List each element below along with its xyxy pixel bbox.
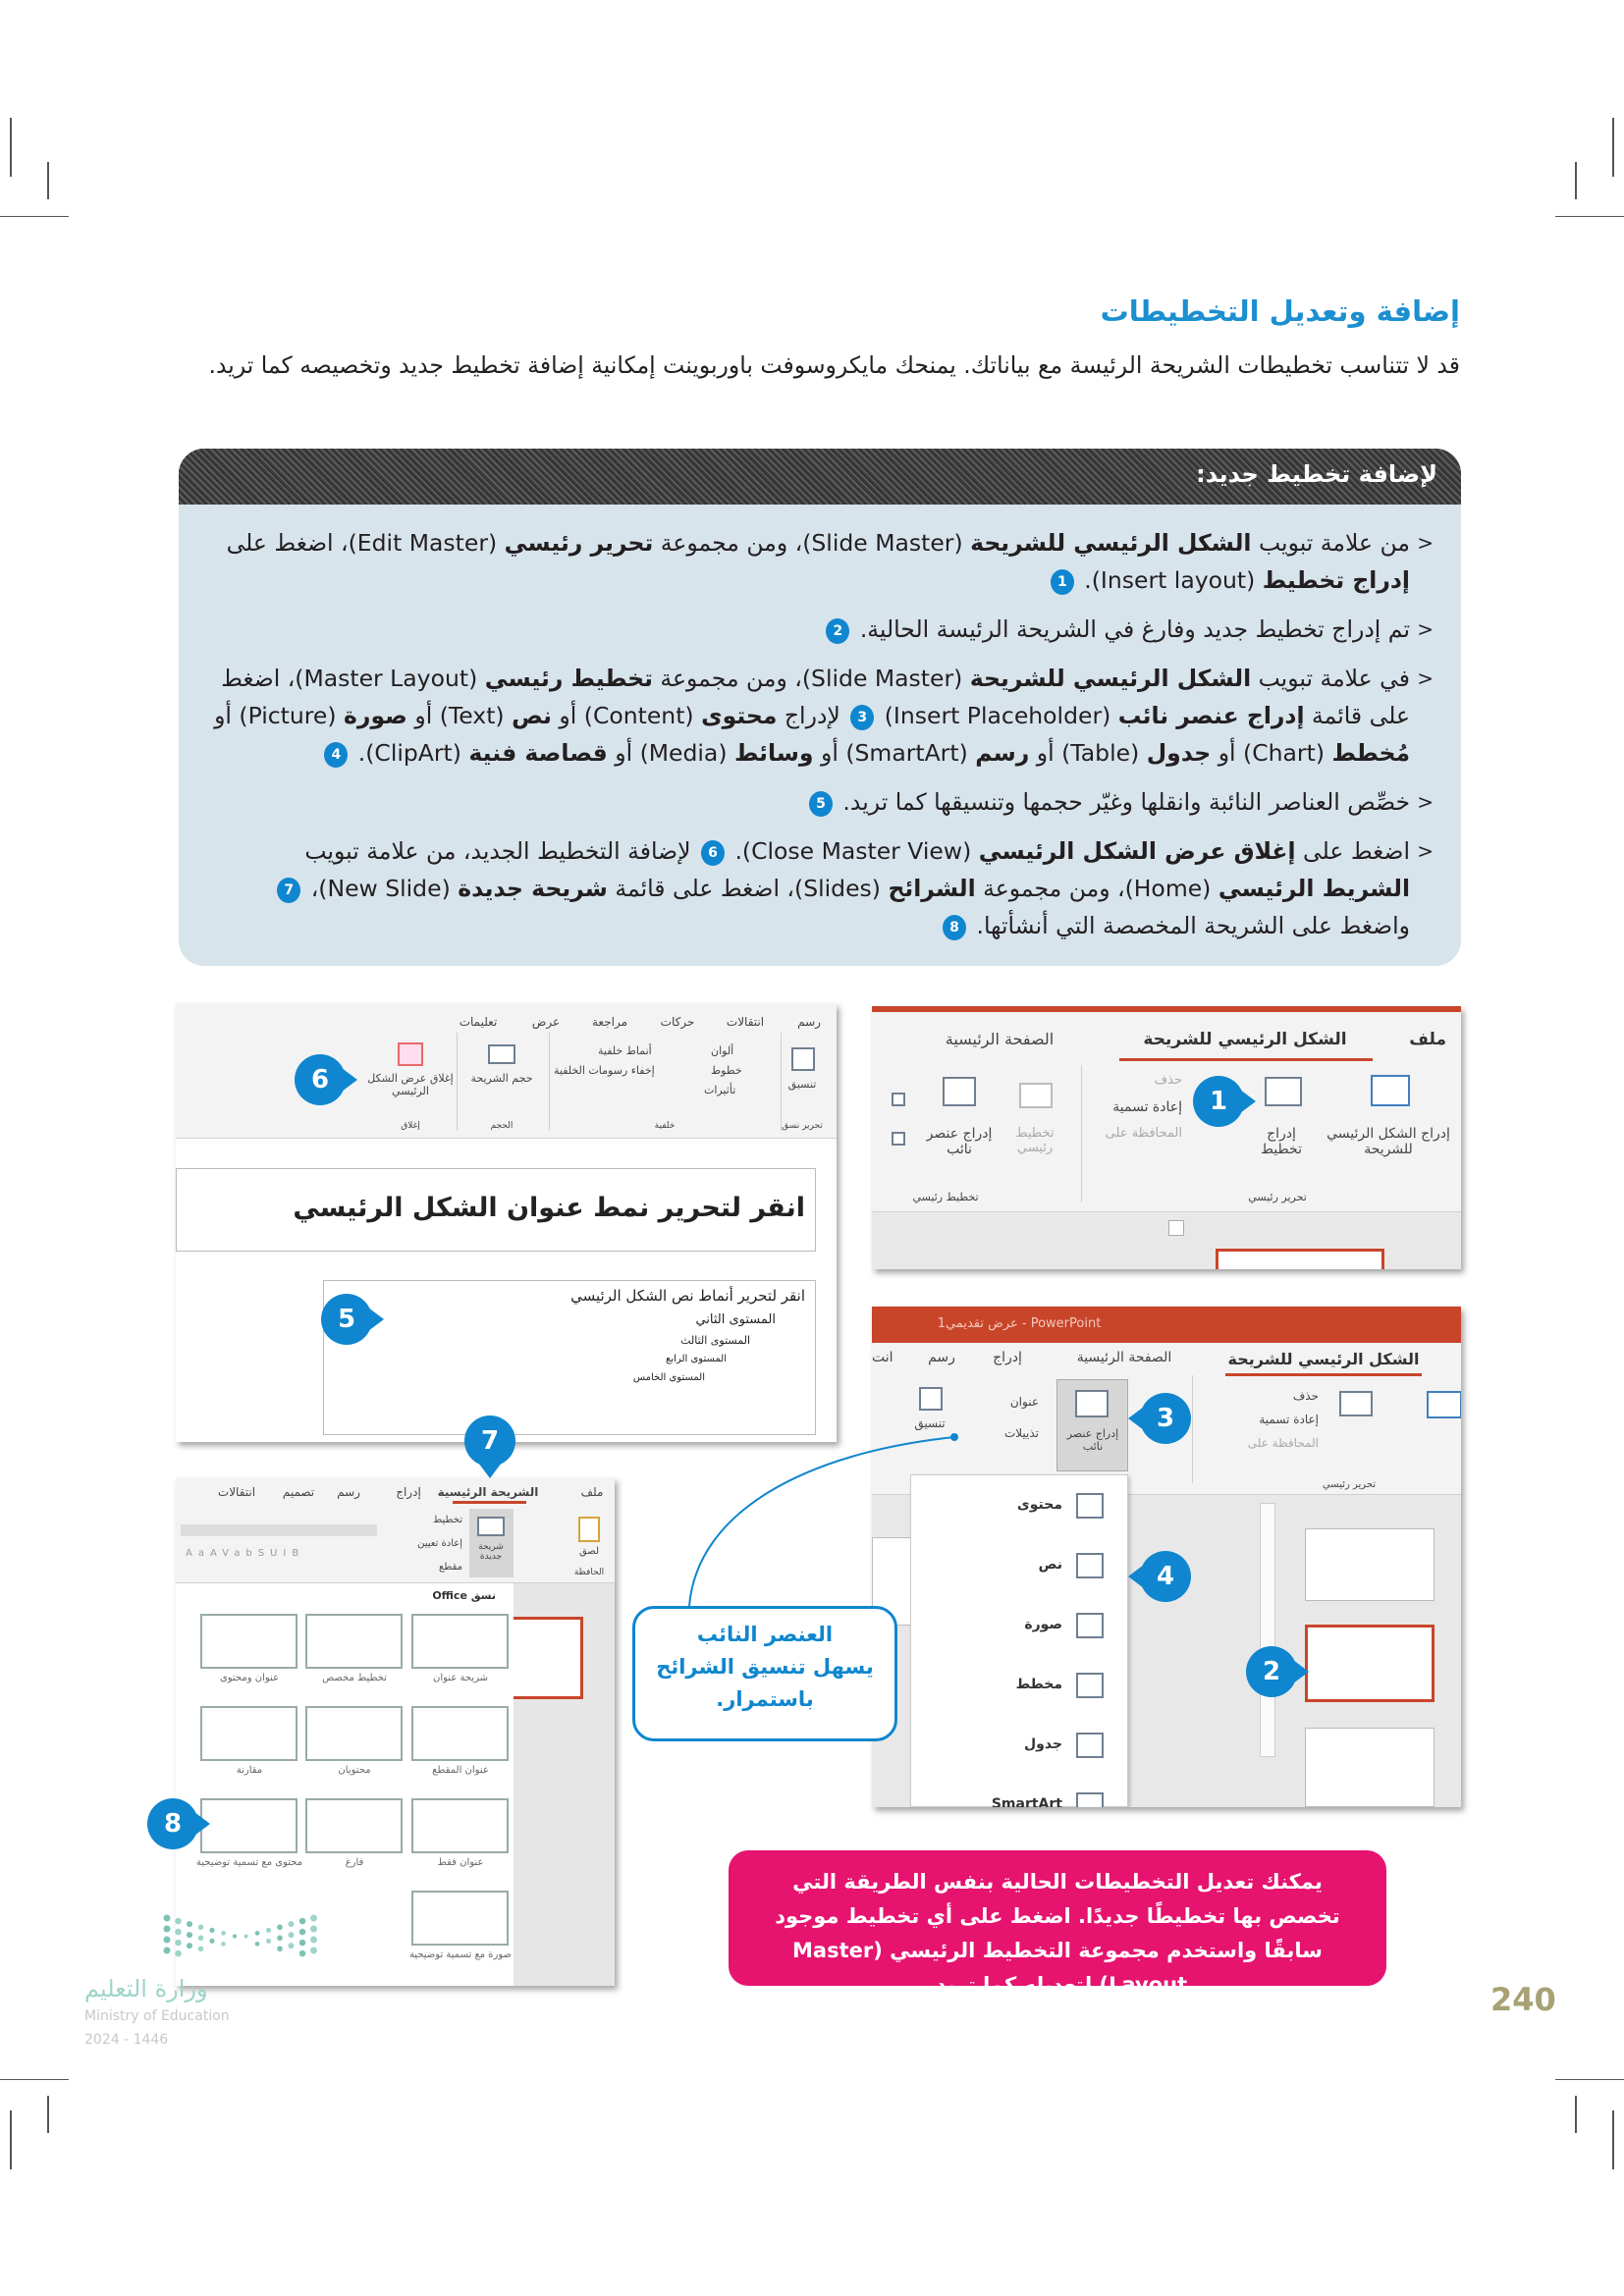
logo-dot — [221, 1942, 226, 1947]
step-marker-6: 6 — [295, 1054, 346, 1105]
scrollbar[interactable] — [1260, 1503, 1275, 1757]
layout-label: عنوان المقطع — [432, 1765, 489, 1776]
logo-dot — [221, 1931, 226, 1936]
steps-box — [179, 449, 1461, 966]
logo-dot — [266, 1939, 271, 1944]
step-text: (Insert Placeholder) — [877, 702, 1118, 729]
title-checkbox[interactable]: عنوان — [1009, 1395, 1039, 1409]
step-text: (ClipArt). — [351, 739, 469, 767]
logo-dot — [175, 1940, 182, 1947]
logo-dot — [277, 1924, 283, 1930]
menu-item-صورة[interactable] — [911, 1605, 1129, 1654]
step-bold-text: جدول — [1146, 739, 1212, 767]
step-bold-text: محتوى — [701, 702, 778, 729]
logo-dot — [187, 1921, 192, 1927]
slide-size-icon — [488, 1044, 515, 1064]
logo-dot — [198, 1946, 204, 1951]
slide-preview[interactable] — [514, 1617, 583, 1699]
tab[interactable]: انتقالات — [726, 1015, 765, 1029]
step-marker-8: 8 — [147, 1798, 198, 1849]
logo-dot — [175, 1929, 182, 1936]
callout-placeholder-tip — [632, 1606, 897, 1741]
menu-item-smartart[interactable] — [911, 1785, 1129, 1807]
logo-dot — [244, 1934, 247, 1938]
insert-placeholder-button[interactable] — [1056, 1379, 1128, 1471]
step-text: خصِّص العناصر النائبة وانقلها وغيّر حجمها وتنسيقها كما تريد. — [835, 788, 1410, 816]
step-text: (Close Master View). — [727, 837, 979, 865]
placeholder-type-icon — [1076, 1613, 1104, 1638]
rename-button[interactable]: إعادة تسمية — [1259, 1413, 1319, 1426]
logo-dot — [288, 1921, 294, 1927]
step-number-badge: 4 — [324, 742, 348, 768]
logo-dot — [288, 1932, 294, 1938]
content-placeholder[interactable] — [323, 1280, 816, 1435]
delete-button[interactable]: حذف — [1154, 1073, 1182, 1088]
logo-dot — [164, 1915, 171, 1922]
crop-mark — [1575, 2096, 1577, 2133]
crop-mark — [1555, 216, 1624, 217]
steps-box-header — [179, 449, 1461, 505]
hide-background-checkbox[interactable]: إخفاء رسومات الخلفية — [554, 1064, 655, 1077]
step-bold-text: الشرائح — [888, 875, 976, 902]
step-bold-text: إغلاق عرض الشكل الرئيسي — [978, 837, 1296, 865]
logo-dot — [209, 1928, 214, 1933]
step-bold-text: نص — [512, 702, 552, 729]
tab-insert[interactable]: إدراج — [396, 1485, 421, 1499]
screenshot-close-master — [176, 1003, 837, 1442]
step-bold-text: قصاصة فنية — [468, 739, 608, 767]
master-layout-icon — [1019, 1083, 1053, 1108]
step-text: (Picture) أو — [214, 702, 345, 729]
step-bold-text: صورة — [344, 702, 407, 729]
callout-line: العنصر النائب — [696, 1623, 834, 1646]
insert-slide-master-icon — [1371, 1075, 1410, 1106]
menu-item-label: مخطط — [1015, 1677, 1062, 1692]
tab-insert[interactable]: إدراج — [993, 1350, 1022, 1365]
step-text: (New Slide)، — [303, 875, 459, 902]
menu-item-label: SmartArt — [991, 1796, 1062, 1807]
window-title: PowerPoint - عرض تقديمي1 — [937, 1316, 1102, 1331]
layout-label: محتويان — [338, 1765, 371, 1776]
tab[interactable]: عرض — [531, 1015, 561, 1029]
step-item — [212, 783, 1434, 821]
theme-icon — [791, 1047, 815, 1071]
logo-dot — [299, 1929, 306, 1936]
colors-button[interactable]: ألوان — [711, 1044, 734, 1057]
tab-draw[interactable]: رسم — [928, 1350, 955, 1365]
checkbox[interactable] — [892, 1093, 905, 1106]
step-text: (Home)، ومن مجموعة — [975, 875, 1218, 902]
title-placeholder-text: انقر لتحرير نمط عنوان الشكل الرئيسي — [293, 1193, 805, 1223]
intro-paragraph: قد لا تتناسب تخطيطات الشريحة الرئيسة مع بياناتك. يمنحك مايكروسوفت باوربوينت إمكانية إضافة تخطيط جديد وتخصيصه كما تريد. — [208, 351, 1460, 379]
logo-dot — [175, 1918, 182, 1925]
logo-dot — [175, 1950, 182, 1957]
logo-dot — [198, 1924, 204, 1930]
logo-dot — [310, 1937, 317, 1944]
step-item — [212, 832, 1434, 944]
reset-button[interactable]: إعادة تعيين — [417, 1538, 462, 1549]
tab-file[interactable]: ملف — [580, 1485, 604, 1499]
layout-label: فارغ — [345, 1857, 364, 1868]
crop-mark — [1575, 162, 1577, 199]
tab[interactable]: رسم — [797, 1015, 821, 1029]
menu-item-label: جدول — [1023, 1736, 1062, 1752]
menu-item-مخطط[interactable] — [911, 1665, 1129, 1714]
step-text: (Edit Master)، اضغط على — [226, 529, 505, 557]
slide-thumbnail[interactable] — [1305, 1528, 1435, 1601]
layout-thumbnail[interactable] — [200, 1798, 298, 1853]
callout-connector — [628, 1414, 982, 1610]
layout-label: عنوان ومحتوى — [219, 1673, 280, 1683]
crop-mark — [47, 2096, 49, 2133]
step-item — [212, 524, 1434, 599]
group-label: إغلاق — [401, 1121, 420, 1131]
logo-dot — [266, 1928, 271, 1933]
preserve-button[interactable]: المحافظة على — [1105, 1126, 1182, 1141]
tab-transitions[interactable]: انت — [872, 1350, 893, 1365]
screenshot-insert-layout — [872, 1006, 1461, 1269]
logo-dot — [277, 1935, 283, 1941]
layout-thumbnail[interactable] — [305, 1614, 403, 1669]
step-item — [212, 660, 1434, 772]
layout-label: مقارنة — [236, 1765, 263, 1776]
layout-thumbnail[interactable] — [305, 1706, 403, 1761]
step-text: لإضافة التخطيط الجديد، من علامة تبويب — [304, 837, 698, 865]
group-label: تحرير رئيسي — [1322, 1479, 1377, 1490]
step-item — [212, 611, 1434, 648]
tab[interactable]: حركات — [660, 1015, 695, 1029]
step-text: (Chart) أو — [1211, 739, 1332, 767]
layout-thumbnail[interactable] — [411, 1891, 509, 1946]
step-number-badge: 6 — [701, 840, 725, 866]
layout-thumbnail[interactable] — [305, 1798, 403, 1853]
title-placeholder[interactable] — [176, 1168, 816, 1252]
logo-dot — [209, 1939, 214, 1944]
master-layout-button[interactable]: تخطيط رئيسي — [1015, 1126, 1055, 1155]
logo-year: 2024 - 1446 — [84, 2032, 169, 2048]
effects-button[interactable]: تأثيرات — [704, 1084, 736, 1096]
insert-placeholder-button[interactable]: إدراج عنصر نائب — [926, 1126, 993, 1157]
group-label: تخطيط رئيسي — [912, 1191, 979, 1203]
step-text: (Slide Master)، ومن مجموعة — [652, 665, 970, 692]
title-bar — [872, 1307, 1461, 1343]
tab-home[interactable]: الشريحة الرئيسية — [437, 1485, 539, 1499]
step-text: (Slides)، اضغط على قائمة — [607, 875, 889, 902]
layout-thumbnail[interactable] — [200, 1706, 298, 1761]
menu-item-جدول[interactable] — [911, 1725, 1129, 1774]
layout-thumbnail[interactable] — [200, 1614, 298, 1669]
step-bold-text: إدراج عنصر نائب — [1117, 702, 1305, 729]
group-label: تحرير نسق — [782, 1121, 823, 1131]
callout-line: باستمرار. — [716, 1687, 814, 1711]
step-marker-1: 1 — [1193, 1076, 1244, 1127]
logo-dot — [255, 1931, 260, 1936]
ministry-logo-icon — [161, 1908, 320, 1963]
tab-transitions[interactable]: انتقالات — [217, 1485, 256, 1499]
step-text: (Text) أو — [406, 702, 513, 729]
step-bold-text: الشريط الرئيسي — [1218, 875, 1410, 902]
tab[interactable]: مراجعة — [591, 1015, 628, 1029]
menu-item-label: محتوى — [1016, 1497, 1062, 1513]
logo-dot — [299, 1918, 306, 1925]
step-number-badge: 7 — [277, 878, 300, 903]
step-bold-text: تحرير رئيسي — [504, 529, 654, 557]
paste-button[interactable]: لصق — [578, 1546, 600, 1557]
placeholder-type-icon — [1076, 1792, 1104, 1807]
logo-english: Ministry of Education — [84, 2008, 230, 2024]
rename-button[interactable]: إعادة تسمية — [1112, 1099, 1182, 1115]
logo-dot — [164, 1926, 171, 1933]
layout-button[interactable]: تخطيط — [433, 1515, 462, 1525]
tab-design[interactable]: تصميم — [282, 1485, 315, 1499]
level-4: المستوى الرابع — [666, 1354, 727, 1364]
logo-dot — [310, 1948, 317, 1954]
crop-mark — [1612, 118, 1614, 177]
placeholder-type-icon — [1076, 1553, 1104, 1578]
crop-mark — [1555, 2079, 1624, 2080]
logo-dot — [255, 1942, 260, 1947]
level-2: المستوى الثاني — [695, 1312, 776, 1327]
group-label: الحجم — [490, 1121, 514, 1131]
logo-dot — [233, 1934, 237, 1938]
step-bold-text: الشكل الرئيسي للشريحة — [969, 665, 1252, 692]
tab-home[interactable]: الصفحة الرئيسية — [1076, 1350, 1172, 1365]
insert-layout-button[interactable]: إدراج تخطيط — [1261, 1126, 1302, 1157]
paste-icon — [578, 1517, 600, 1542]
step-bold-text: رسم — [975, 739, 1030, 767]
section-button[interactable]: مقطع — [439, 1562, 462, 1573]
layout-label: محتوى مع تسمية توضيحية — [195, 1857, 303, 1868]
crop-mark — [10, 2110, 12, 2169]
crop-mark — [1612, 2110, 1614, 2169]
close-master-icon — [398, 1042, 423, 1066]
step-bold-text: تخطيط رئيسي — [484, 665, 653, 692]
crop-mark — [0, 2079, 69, 2080]
note-box: يمكنك تعديل التخطيطات الحالية بنفس الطريقة التي تخصص بها تخطيطًا جديدًا. اضغط على أي تخطيط موجود سابقًا واستخدم مجموعة التخطيط الرئيسي (Master Layout) لتعديله كما تريد. — [729, 1850, 1386, 1986]
step-number-badge: 8 — [943, 915, 966, 940]
slide-thumbnail-new-layout[interactable] — [1305, 1625, 1435, 1702]
group-label: خلفية — [654, 1121, 676, 1131]
step-bold-text: شريحة جديدة — [458, 875, 608, 902]
insert-placeholder-label: إدراج عنصر نائب — [1066, 1427, 1119, 1453]
logo-dot — [310, 1926, 317, 1933]
theme-button[interactable]: تنسيق — [914, 1416, 946, 1430]
placeholder-type-icon — [1076, 1673, 1104, 1698]
callout-line: يسهل تنسيق الشرائح — [656, 1655, 874, 1679]
menu-item-label: صورة — [1024, 1617, 1062, 1632]
level-5: المستوى الخامس — [632, 1372, 705, 1383]
step-text: (Table) أو — [1029, 739, 1147, 767]
layout-thumbnail[interactable] — [411, 1614, 509, 1669]
logo-dot — [187, 1943, 192, 1949]
group-label: الحافظة — [573, 1568, 605, 1577]
logo-dot — [164, 1937, 171, 1944]
logo-dot — [187, 1932, 192, 1938]
step-text: (Insert layout). — [1076, 566, 1263, 594]
tab-file[interactable]: ملف — [1409, 1030, 1446, 1049]
step-text: تم إدراج تخطيط جديد وفارغ في الشريحة الرئيسة الحالية. — [852, 615, 1410, 643]
scroll-up-button[interactable] — [1168, 1220, 1184, 1236]
layout-thumbnail[interactable] — [411, 1798, 509, 1853]
tab-draw[interactable]: رسم — [337, 1485, 360, 1499]
layout-label: شريحة عنوان — [433, 1673, 488, 1683]
page-number: 240 — [1490, 1981, 1556, 2018]
theme-button[interactable]: تنسيق — [787, 1078, 817, 1091]
step-text: واضغط على الشريحة المخصصة التي أنشأتها. — [969, 912, 1410, 939]
layout-label: تخطيط مخصص — [322, 1673, 387, 1683]
tab[interactable]: تعليمات — [459, 1015, 498, 1029]
steps-box-title: لإضافة تخطيط جديد: — [1196, 460, 1437, 488]
slide-thumbnail[interactable] — [1305, 1728, 1435, 1807]
layout-label: صورة مع تسمية توضيحية — [408, 1949, 513, 1960]
tab-home[interactable]: الصفحة الرئيسية — [945, 1030, 1055, 1048]
delete-button[interactable]: حذف — [1292, 1389, 1319, 1403]
insert-layout-icon — [1265, 1077, 1302, 1106]
level-1: انقر لتحرير أنماط نص الشكل الرئيسي — [570, 1287, 805, 1305]
logo-dot — [164, 1948, 171, 1954]
logo-arabic: وزارة التعليم — [84, 1975, 208, 2002]
step-text: (Slide Master)، ومن مجموعة — [653, 529, 971, 557]
step-text: اضغط على — [1295, 837, 1410, 865]
slide-thumbnail[interactable] — [1216, 1249, 1384, 1269]
step-number-badge: 1 — [1051, 569, 1074, 595]
step-text: (Media) أو — [607, 739, 734, 767]
checkbox[interactable] — [892, 1132, 905, 1146]
tab-slide-master[interactable]: الشكل الرئيسي للشريحة — [1227, 1350, 1420, 1368]
layout-thumbnail[interactable] — [411, 1706, 509, 1761]
tab-slide-master[interactable]: الشكل الرئيسي للشريحة — [1143, 1030, 1347, 1049]
step-text: من علامة تبويب — [1251, 529, 1410, 557]
menu-item-label: نص — [1038, 1557, 1062, 1573]
step-marker-7: 7 — [464, 1415, 515, 1467]
close-master-view-button[interactable]: إغلاق عرض الشكل الرئيسي — [367, 1072, 454, 1097]
logo-dot — [277, 1946, 283, 1951]
section-heading: إضافة وتعديل التخطيطات — [1100, 294, 1460, 328]
layout-label: عنوان فقط — [437, 1857, 484, 1868]
step-number-badge: 2 — [826, 618, 849, 644]
step-text: لإدراج — [777, 702, 848, 729]
insert-slide-master-button[interactable]: إدراج الشكل الرئيسي للشريحة — [1326, 1126, 1450, 1157]
step-bold-text: مُخطط — [1331, 739, 1410, 767]
insert-placeholder-icon — [943, 1077, 976, 1106]
screenshot-new-slide: ملف الشريحة الرئيسية إدراج رسم تصميم انتقالات لصق الحافظة شريحة جديدة تخطيط إعادة تعيين مقطع AaAVabSUIB نسق Office شريحة عنوان تخطيط مخصص عنوان ومحتوى عنوان المقطع محتويان مقارنة عنوان فقط فارغ محتوى مع تسمية توضيحية صورة مع تسمية توضيحية — [176, 1477, 615, 1986]
level-3: المستوى الثالث — [680, 1334, 750, 1347]
placeholder-type-icon — [1076, 1493, 1104, 1519]
step-number-badge: 5 — [809, 791, 833, 817]
placeholder-type-icon — [1076, 1733, 1104, 1758]
logo-dot — [310, 1915, 317, 1922]
group-label: تحرير رئيسي — [1248, 1191, 1307, 1203]
step-bold-text: إدراج تخطيط — [1262, 566, 1410, 594]
fonts-button[interactable]: خطوط — [711, 1064, 742, 1077]
crop-mark — [0, 216, 69, 217]
preserve-button[interactable]: المحافظة على — [1247, 1436, 1319, 1450]
logo-dot — [299, 1940, 306, 1947]
step-marker-5: 5 — [321, 1294, 372, 1345]
logo-dot — [198, 1935, 204, 1941]
background-styles-button[interactable]: أنماط خلفية — [598, 1044, 652, 1057]
step-bold-text: الشكل الرئيسي للشريحة — [970, 529, 1252, 557]
crop-mark — [10, 118, 12, 177]
step-number-badge: 3 — [850, 705, 874, 730]
logo-dot — [299, 1950, 306, 1957]
step-marker-2: 2 — [1246, 1646, 1297, 1697]
steps-list — [179, 505, 1461, 944]
step-text: في علامة تبويب — [1251, 665, 1410, 692]
step-text: (SmartArt) أو — [813, 739, 976, 767]
slide-size-button[interactable]: حجم الشريحة — [470, 1072, 533, 1085]
logo-dot — [288, 1943, 294, 1949]
step-marker-4: 4 — [1140, 1551, 1191, 1602]
step-text: (Content) أو — [551, 702, 702, 729]
crop-mark — [47, 162, 49, 199]
footers-checkbox[interactable]: تذييلات — [1003, 1426, 1039, 1440]
step-text: (Master Layout)، اضغط على قائمة — [221, 665, 1410, 729]
new-slide-label: شريحة جديدة — [478, 1542, 504, 1562]
step-marker-3: 3 — [1140, 1393, 1191, 1444]
gallery-title: نسق Office — [432, 1589, 496, 1602]
step-bold-text: وسائط — [733, 739, 814, 767]
new-slide-button[interactable] — [469, 1509, 514, 1577]
